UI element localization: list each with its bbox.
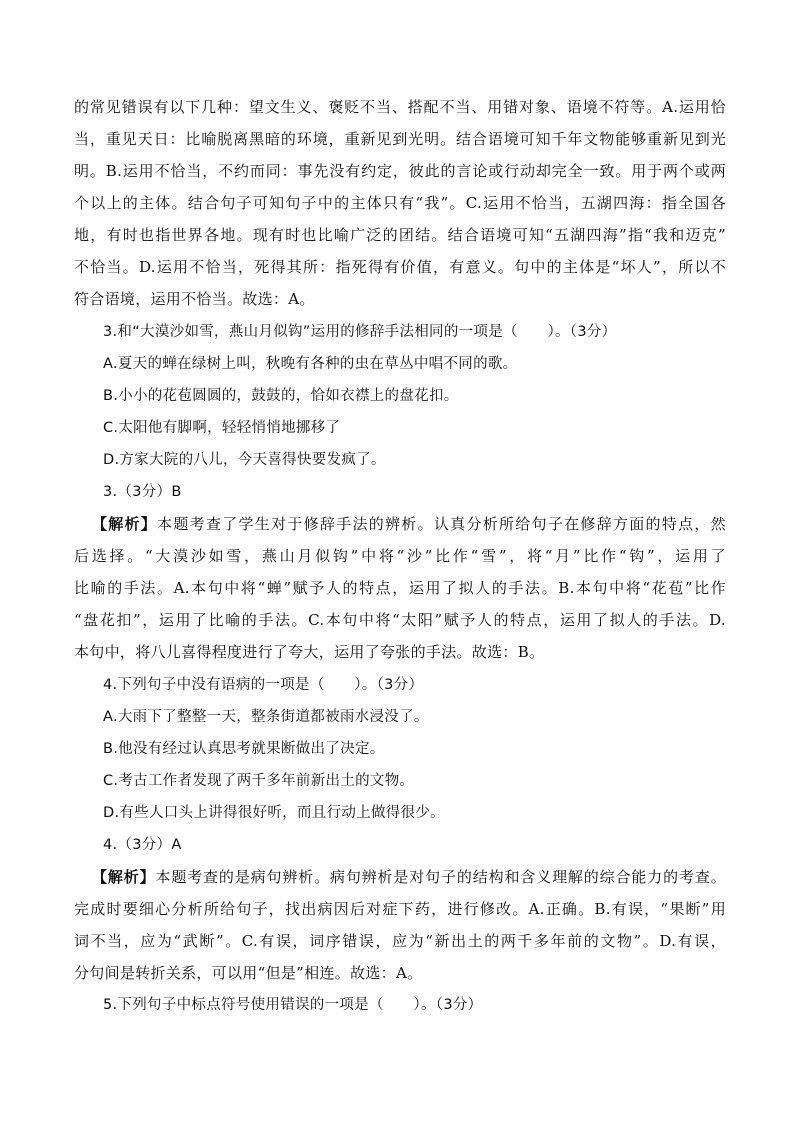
q3-analysis-line-4: “盘花扣”，运用了比喻的手法。C.本句中将“太阳”赋予人的特点，运用了拟人的手法。D. bbox=[74, 611, 726, 629]
q3-option-a: A.夏天的蝉在绿树上叫，秋晚有各种的虫在草丛中唱不同的歌。 bbox=[103, 356, 518, 372]
q3-analysis-line-5: 本句中，将八儿喜得程度进行了夸大，运用了夸张的手法。故选：B。 bbox=[74, 643, 545, 661]
q4-option-d: D.有些人口头上讲得很好听，而且行动上做得很少。 bbox=[103, 805, 445, 821]
q3-analysis-line-2: 后选择。“大漠沙如雪，燕山月似钩”中将“沙”比作“雪”，将“月”比作“钩”，运用了 bbox=[74, 547, 726, 565]
q3-analysis-line-3: 比喻的手法。A.本句中将“蝉”赋予人的特点，运用了拟人的手法。B.本句中将“花苞”比作 bbox=[74, 579, 726, 597]
prev-analysis-line-5: 地，有时也指世界各地。现有时也比喻广泛的团结。结合语境可知“五湖四海”指“我和迈克” bbox=[74, 226, 726, 244]
prev-analysis-line-2: 当，重见天日：比喻脱离黑暗的环境，重新见到光明。结合语境可知千年文物能够重新见到光 bbox=[74, 130, 726, 148]
q3-analysis-text-1: 本题考查了学生对于修辞手法的辨析。认真分析所给句子在修辞方面的特点，然 bbox=[157, 515, 726, 533]
q4-analysis-tag: 【解析】 bbox=[92, 868, 156, 886]
prev-analysis-line-6: 不恰当。D.运用不恰当，死得其所：指死得有价值，有意义。句中的主体是“坏人”，所以不 bbox=[74, 258, 726, 276]
q4-option-a: A.大雨下了整整一天，整条街道都被雨水浸没了。 bbox=[103, 709, 429, 725]
prev-analysis-line-7: 符合语境，运用不恰当。故选：A。 bbox=[74, 290, 315, 308]
q3-answer: 3.（3分）B bbox=[103, 484, 182, 500]
q5-stem: 5.下列句子中标点符号使用错误的一项是（ ）。（3分） bbox=[103, 997, 483, 1013]
prev-analysis-line-3: 明。B.运用不恰当，不约而同：事先没有约定，彼此的言论或行动却完全一致。用于两个或两 bbox=[74, 162, 726, 180]
prev-analysis-line-4: 个以上的主体。结合句子可知句子中的主体只有“我”。C.运用不恰当，五湖四海：指全国各 bbox=[74, 194, 726, 212]
q4-analysis-text-1: 本题考查的是病句辨析。病句辨析是对句子的结构和含义理解的综合能力的考查。 bbox=[155, 868, 726, 886]
q4-analysis-line-1 bbox=[92, 866, 726, 888]
q3-option-c: C.太阳他有脚啊，轻轻悄悄地挪移了 bbox=[103, 420, 341, 436]
q3-stem: 3.和“大漠沙如雪，燕山月似钩”运用的修辞手法相同的一项是（ ）。（3分） bbox=[103, 324, 617, 340]
q4-answer: 4.（3分）A bbox=[103, 837, 182, 853]
q4-analysis-line-3: 词不当，应为“武断”。C.有误，词序错误，应为“新出土的两千多年前的文物”。D.有误， bbox=[74, 932, 726, 950]
prev-analysis-line-1: 的常见错误有以下几种：望文生义、褒贬不当、搭配不当、用错对象、语境不符等。A.运用恰 bbox=[74, 98, 726, 116]
q3-option-d: D.方家大院的八儿，今天喜得快要发疯了。 bbox=[103, 452, 386, 468]
q4-option-b: B.他没有经过认真思考就果断做出了决定。 bbox=[103, 741, 385, 757]
q4-analysis-line-2: 完成时要细心分析所给句子，找出病因后对症下药，进行修改。A.正确。B.有误，“果断”用 bbox=[74, 900, 726, 918]
q4-stem: 4.下列句子中没有语病的一项是（ ）。（3分） bbox=[103, 677, 424, 693]
q4-option-c: C.考古工作者发现了两千多年前新出土的文物。 bbox=[103, 773, 415, 789]
q4-analysis-line-4: 分句间是转折关系，可以用“但是”相连。故选：A。 bbox=[74, 964, 423, 982]
q3-analysis-tag: 【解析】 bbox=[92, 515, 158, 533]
q3-option-b: B.小小的花苞圆圆的，鼓鼓的，恰如衣襟上的盘花扣。 bbox=[103, 388, 459, 404]
q3-analysis-line-1 bbox=[92, 513, 726, 535]
